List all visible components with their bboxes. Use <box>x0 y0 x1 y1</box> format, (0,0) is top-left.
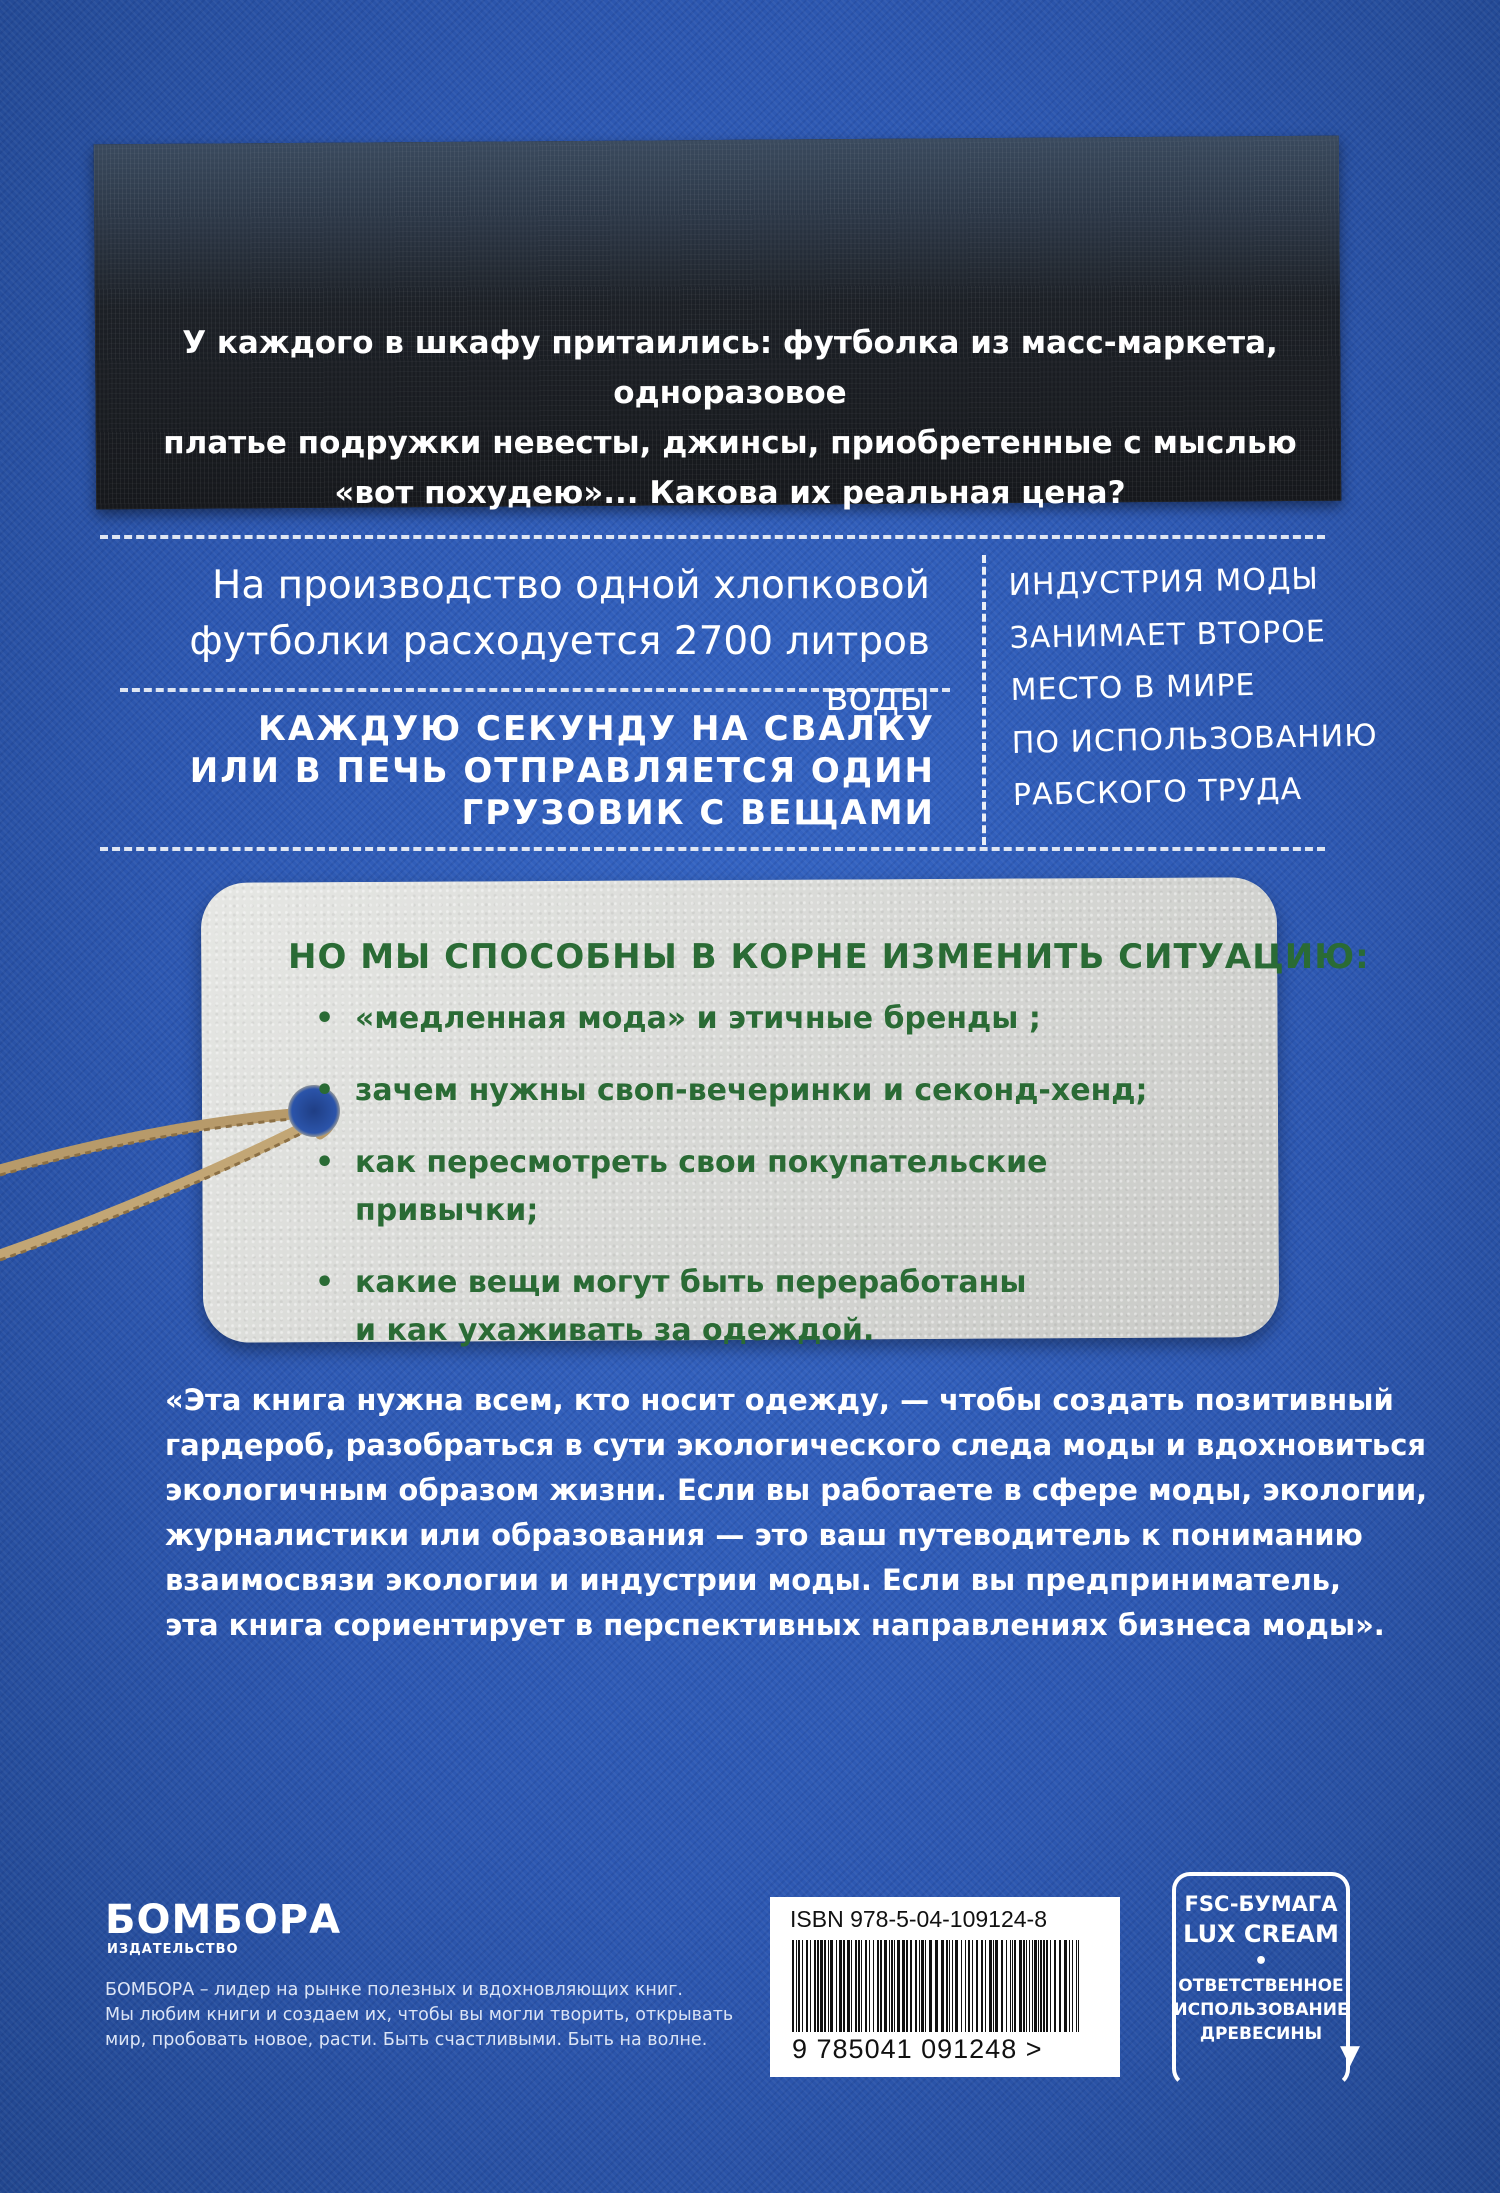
quote-line: «Эта книга нужна всем, кто носит одежду, — чтобы создать позитивный <box>165 1383 1394 1417</box>
quote-line: эта книга сориентирует в перспективных направлениях бизнеса моды». <box>165 1608 1385 1642</box>
fact-slave-line: ПО ИСПОЛЬЗОВАНИЮ <box>1011 717 1378 761</box>
barcode-bars <box>788 1940 1088 2032</box>
intro-line: У каждого в шкафу притаились: футболка из масс-маркета, одноразовое <box>182 325 1278 411</box>
fsc-line: ДРЕВЕСИНЫ <box>1199 2024 1323 2044</box>
list-item-text: как пересмотреть свои покупательские привычки; <box>355 1145 1048 1228</box>
fact-truck <box>100 708 935 834</box>
intro-line: «вот похудею»... Какова их реальная цена? <box>334 475 1126 511</box>
fact-slave-line: МЕСТО В МИРЕ <box>1010 667 1256 708</box>
fact-truck-line: ИЛИ В ПЕЧЬ ОТПРАВЛЯЕТСЯ ОДИН <box>189 751 935 791</box>
stitch-line-top <box>100 535 1325 539</box>
publisher-description <box>105 1978 765 2053</box>
fact-slave-line: РАБСКОГО ТРУДА <box>1012 771 1303 813</box>
barcode-digits: 9 785041 091248 > <box>792 2034 1043 2064</box>
quote-line: журналистики или образования — это ваш путеводитель к пониманию <box>165 1518 1363 1552</box>
bullet-icon: • <box>315 1073 335 1108</box>
publisher-desc-line: мир, пробовать новое, расти. Быть счастливыми. Быть на волне. <box>105 2030 708 2050</box>
bullet-icon: • <box>315 1145 335 1180</box>
quote-line: гардероб, разобраться в сути экологического следа моды и вдохновиться <box>165 1428 1427 1462</box>
list-item <box>315 995 1235 1043</box>
tag-heading: НО МЫ СПОСОБНЫ В КОРНЕ ИЗМЕНИТЬ СИТУАЦИЮ: <box>288 937 1370 977</box>
fsc-line: LUX CREAM <box>1183 1920 1339 1948</box>
list-item-text: и как ухаживать за одеждой. <box>355 1313 875 1348</box>
list-item-text: какие вещи могут быть переработаны <box>355 1265 1027 1300</box>
bullet-icon: • <box>315 1265 335 1300</box>
review-quote <box>165 1378 1428 1648</box>
bullet-icon: • <box>1253 1949 1269 1974</box>
list-item <box>315 1067 1235 1115</box>
fsc-line: ОТВЕТСТВЕННОЕ <box>1178 1976 1344 1996</box>
fact-slave-line: ИНДУСТРИЯ МОДЫ <box>1008 561 1320 603</box>
fact-truck-line: КАЖДУЮ СЕКУНДУ НА СВАЛКУ <box>258 709 935 749</box>
list-item-text: «медленная мода» и этичные бренды ; <box>355 1001 1041 1036</box>
intro-line: платье подружки невесты, джинсы, приобретенные с мыслью <box>163 425 1297 461</box>
fact-truck-line: ГРУЗОВИК С ВЕЩАМИ <box>461 793 935 833</box>
stitch-line-vertical <box>982 555 986 845</box>
publisher-desc-line: БОМБОРА – лидер на рынке полезных и вдохновляющих книг. <box>105 1980 683 2000</box>
tag-list <box>315 995 1235 1379</box>
quote-line: взаимосвязи экологии и индустрии моды. Если вы предприниматель, <box>165 1563 1342 1597</box>
arrow-down-icon: ▼ <box>1340 2040 1360 2070</box>
bullet-icon: • <box>315 1001 335 1036</box>
list-item-text: зачем нужны своп-вечеринки и секонд-хенд; <box>355 1073 1148 1108</box>
list-item <box>315 1259 1235 1355</box>
quote-line: экологичным образом жизни. Если вы работаете в сфере моды, экологии, <box>165 1473 1428 1507</box>
fsc-line: FSC-БУМАГА <box>1184 1892 1338 1916</box>
fact-slave-labor <box>1008 553 1378 822</box>
isbn-label: ISBN 978-5-04-109124-8 <box>790 1906 1047 1932</box>
publisher-logo: БОМБОРА <box>105 1897 342 1943</box>
fact-water <box>100 558 930 726</box>
fsc-line: ИСПОЛЬЗОВАНИЕ <box>1173 2000 1349 2020</box>
stitch-line-bottom <box>100 847 1325 851</box>
list-item <box>315 1139 1235 1235</box>
fact-slave-line: ЗАНИМАЕТ ВТОРОЕ <box>1009 613 1327 656</box>
intro-text <box>160 318 1300 518</box>
publisher-desc-line: Мы любим книги и создаем их, чтобы вы могли творить, открывать <box>105 2005 734 2025</box>
fact-water-line: футболки расходуется 2700 литров воды <box>189 619 930 720</box>
fact-water-line: На производство одной хлопковой <box>212 563 930 608</box>
fsc-badge-text <box>1172 1890 1350 2046</box>
publisher-subtitle: ИЗДАТЕЛЬСТВО <box>107 1942 239 1957</box>
